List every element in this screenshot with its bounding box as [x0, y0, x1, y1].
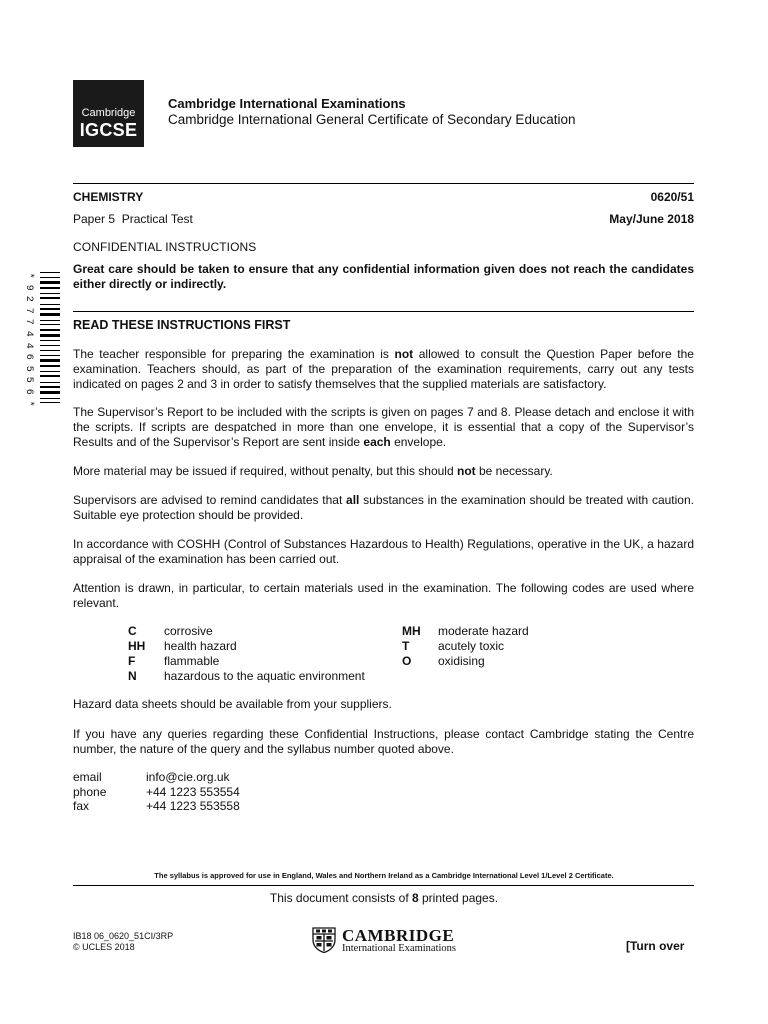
syllabus-code: 0620/51	[650, 190, 694, 204]
divider	[73, 183, 694, 184]
reference-code: IB18 06_0620_51CI/3RP	[73, 931, 174, 941]
certificate-name: Cambridge International General Certificate of Secondary Education	[168, 112, 576, 127]
hazard-code: MH	[402, 624, 421, 638]
barcode-digit: 4	[22, 342, 34, 349]
exam-session: May/June 2018	[609, 212, 694, 226]
barcode-bar	[40, 324, 60, 325]
barcode-bar	[40, 359, 60, 362]
hazard-description: acutely toxic	[438, 639, 505, 653]
instruction-paragraph: Hazard data sheets should be available from your suppliers.	[73, 697, 392, 711]
cambridge-logo	[312, 926, 467, 956]
barcode-digit: 6	[22, 353, 34, 360]
barcode-bar	[40, 365, 60, 367]
instruction-paragraph: Attention is drawn, in particular, to certain materials used in the examination. The following codes are used where relevant.	[73, 581, 694, 610]
instruction-paragraph: In accordance with COSHH (Control of Substances Hazardous to Health) Regulations, operative in the UK, a hazard appraisal of the examination has been carried out.	[73, 537, 694, 566]
brand-subtitle: International Examinations	[342, 943, 457, 954]
contact-phone: +44 1223 553554	[146, 784, 240, 799]
barcode-bar	[40, 345, 60, 346]
barcode-bar	[40, 313, 60, 316]
divider	[73, 885, 694, 886]
shield-icon	[312, 927, 336, 953]
barcode-digit: 7	[22, 307, 34, 314]
hazard-code: F	[128, 654, 136, 668]
contact-label: email	[73, 770, 102, 784]
divider	[73, 311, 694, 312]
contact-label: fax	[73, 799, 90, 813]
logo-line2: IGCSE	[79, 120, 138, 140]
brand-name: CAMBRIDGE	[342, 926, 455, 945]
barcode-bar	[40, 320, 60, 321]
barcode-bar	[40, 293, 60, 294]
barcode-bar	[40, 287, 60, 289]
barcode-bar	[40, 382, 60, 383]
barcode-digit: *	[22, 400, 34, 407]
hazard-code: HH	[128, 639, 146, 653]
contact-email[interactable]: info@cie.org.uk	[146, 770, 230, 784]
barcode-bar	[40, 391, 60, 394]
barcode-digit: 5	[22, 365, 34, 372]
barcode-bar	[40, 402, 60, 403]
barcode-bar	[40, 297, 60, 299]
organisation-name: Cambridge International Examinations	[168, 96, 406, 111]
barcode-bar	[40, 277, 60, 278]
document-reference	[73, 931, 173, 953]
barcode-bar	[40, 375, 60, 377]
barcode-digit: 9	[22, 284, 34, 291]
hazard-description: oxidising	[438, 654, 485, 668]
hazard-code: T	[402, 639, 410, 653]
instruction-paragraph: Supervisors are advised to remind candidates that all substances in the examination should be treated with caution. Suitable eye protection should be provided.	[73, 493, 694, 522]
hazard-description: moderate hazard	[438, 624, 529, 638]
barcode-digit: 5	[22, 377, 34, 384]
barcode-bar	[40, 304, 60, 305]
barcode-bar	[40, 281, 60, 284]
hazard-code: N	[128, 669, 137, 683]
instruction-paragraph: More material may be issued if required, without penalty, but this should not be necessary.	[73, 464, 553, 478]
confidential-label: CONFIDENTIAL INSTRUCTIONS	[73, 240, 257, 254]
syllabus-note: The syllabus is approved for use in England, Wales and Northern Ireland as a Cambridge International Level 1/Level 2 Certificate.	[154, 871, 614, 880]
barcode-digits	[22, 270, 34, 409]
barcode-digit: 6	[22, 388, 34, 395]
instructions-heading: READ THESE INSTRUCTIONS FIRST	[73, 318, 291, 332]
instruction-paragraph: The teacher responsible for preparing the examination is not allowed to consult the Question Paper before the examination. Teachers should, as part of the preparation of the examination requirements, carry out any tests indicated on pages 2 and 3 in order to satisfy themselves that the supplied materials are satisfactory.	[73, 347, 694, 391]
logo-line1: Cambridge	[81, 107, 136, 119]
copyright: © UCLES 2018	[73, 942, 135, 952]
turn-over: [Turn over	[626, 939, 685, 953]
barcode-bar	[40, 340, 60, 341]
confidential-warning: Great care should be taken to ensure that any confidential information given does not reach the candidates either directly or indirectly.	[73, 262, 694, 291]
barcode-bar	[40, 334, 60, 337]
hazard-description: health hazard	[164, 639, 237, 653]
barcode-bar	[40, 272, 60, 273]
barcode-bar	[40, 386, 60, 388]
instruction-paragraph: The Supervisor’s Report to be included with the scripts is given on pages 7 and 8. Please detach and enclose it with the scripts. If scripts are despatched in more than one envelope, it is essential that a copy of the Supervisor’s Results and of the Supervisor’s Report are sent inside each envelope.	[73, 405, 694, 449]
hazard-code: C	[128, 624, 137, 638]
barcode-bar	[40, 371, 60, 372]
barcode-digit: *	[22, 272, 34, 279]
hazard-code: O	[402, 654, 412, 668]
paper-title: Paper 5 Practical Test	[73, 212, 193, 226]
barcode-digit: 2	[22, 295, 34, 302]
subject: CHEMISTRY	[73, 190, 144, 204]
hazard-description: flammable	[164, 654, 220, 668]
barcode-bar	[40, 355, 60, 356]
barcode-bar	[40, 350, 60, 351]
barcode-bar	[40, 308, 60, 310]
barcode-digit: 4	[22, 330, 34, 337]
barcode-digit: 7	[22, 319, 34, 326]
hazard-description: hazardous to the aquatic environment	[164, 669, 365, 683]
igcse-logo	[73, 80, 144, 147]
contact-fax: +44 1223 553558	[146, 799, 240, 813]
barcode-bar	[40, 398, 60, 399]
barcode-bar	[40, 329, 60, 331]
hazard-description: corrosive	[164, 624, 213, 638]
contact-label: phone	[73, 784, 107, 799]
instruction-paragraph: If you have any queries regarding these Confidential Instructions, please contact Cambridge stating the Centre number, the nature of the query and the syllabus number quoted above.	[73, 727, 694, 756]
page-count-note: This document consists of 8 printed pages.	[269, 891, 499, 905]
